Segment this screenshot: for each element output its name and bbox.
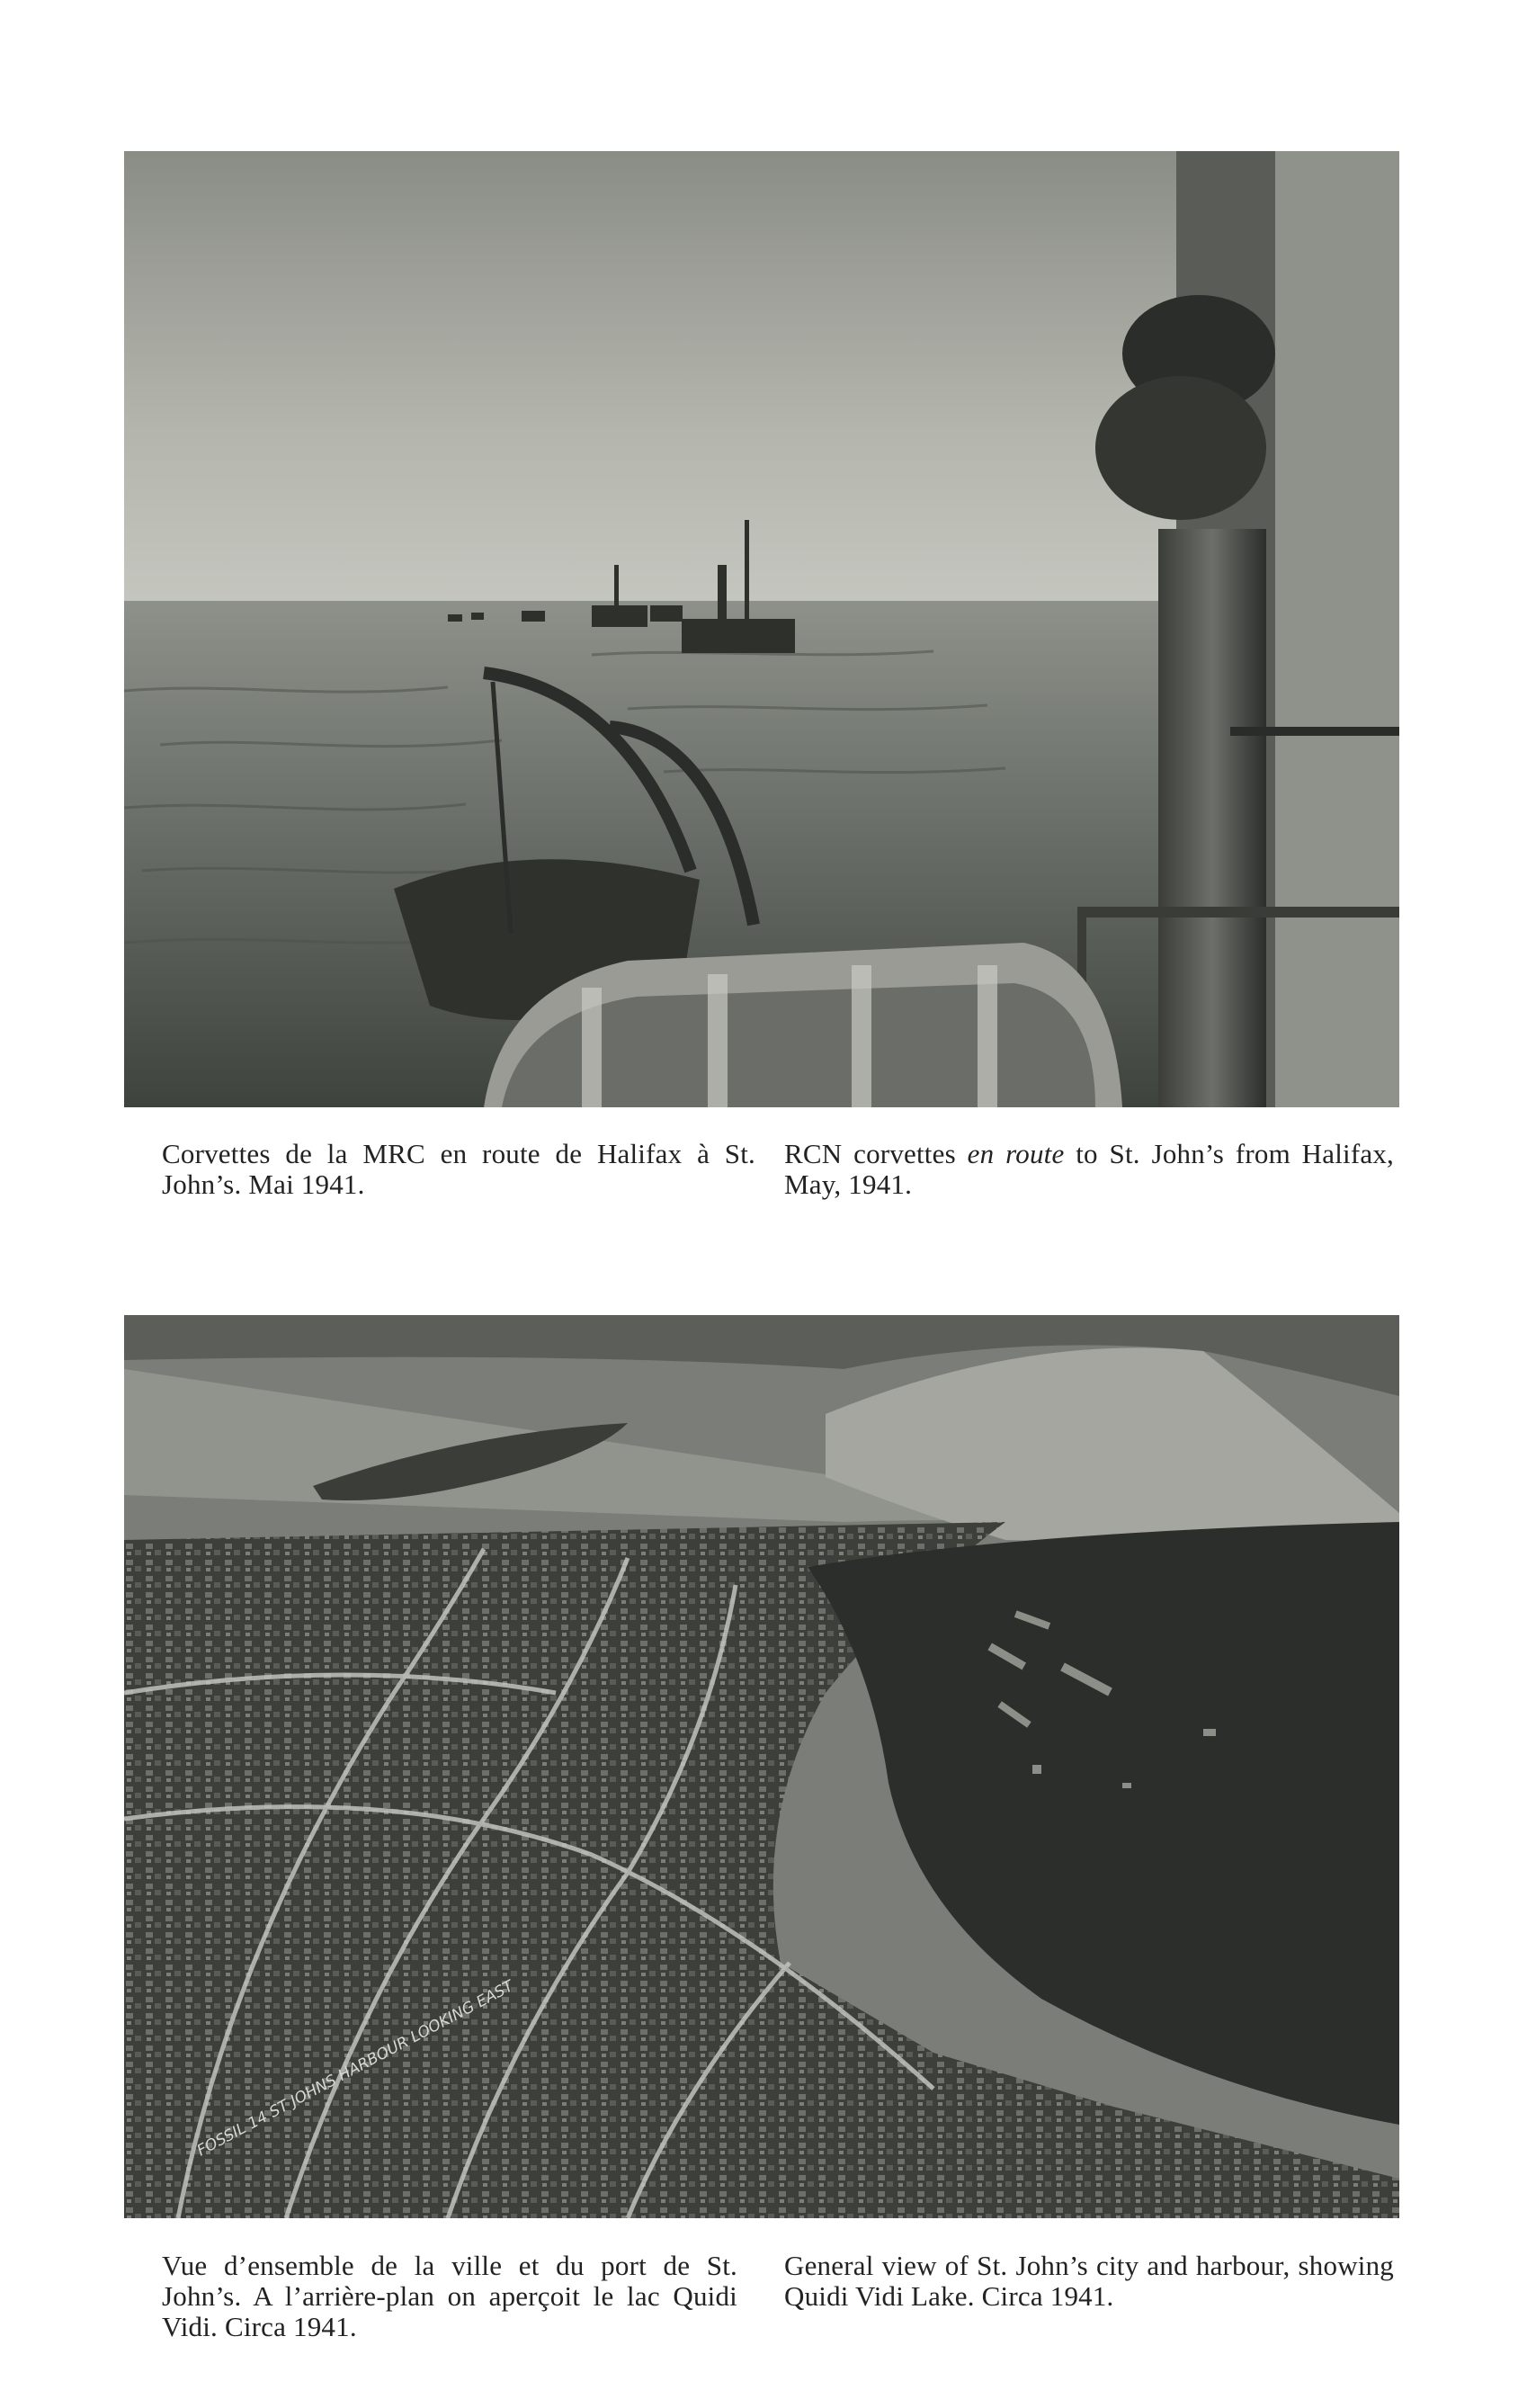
caption-top-english-lead: RCN corvettes [784,1138,968,1169]
caption-top-english [784,1139,1394,1200]
caption-bottom-english: General view of St. John’s city and harbour, showing Quidi Vidi Lake. Circa 1941. [784,2250,1394,2312]
photo-corvettes-at-sea [124,151,1399,1107]
photo-annotation: FOSSIL 14 ST JOHNS HARBOUR LOOKING EAST [193,1977,517,2161]
caption-top-french: Corvettes de la MRC en route de Halifax à St. John’s. Mai 1941. [162,1138,755,1200]
caption-bottom-french: Vue d’ensemble de la ville et du port de St. John’s. A l’arrière-plan on aperçoit le lac Quidi Vidi. Circa 1941. [162,2250,737,2342]
caption-top-english-tail: to St. John’s from Halifax, May, 1941. [784,1138,1394,1200]
caption-top-english-italic: en route [967,1138,1065,1169]
photo-st-johns-aerial [124,1315,1399,2218]
